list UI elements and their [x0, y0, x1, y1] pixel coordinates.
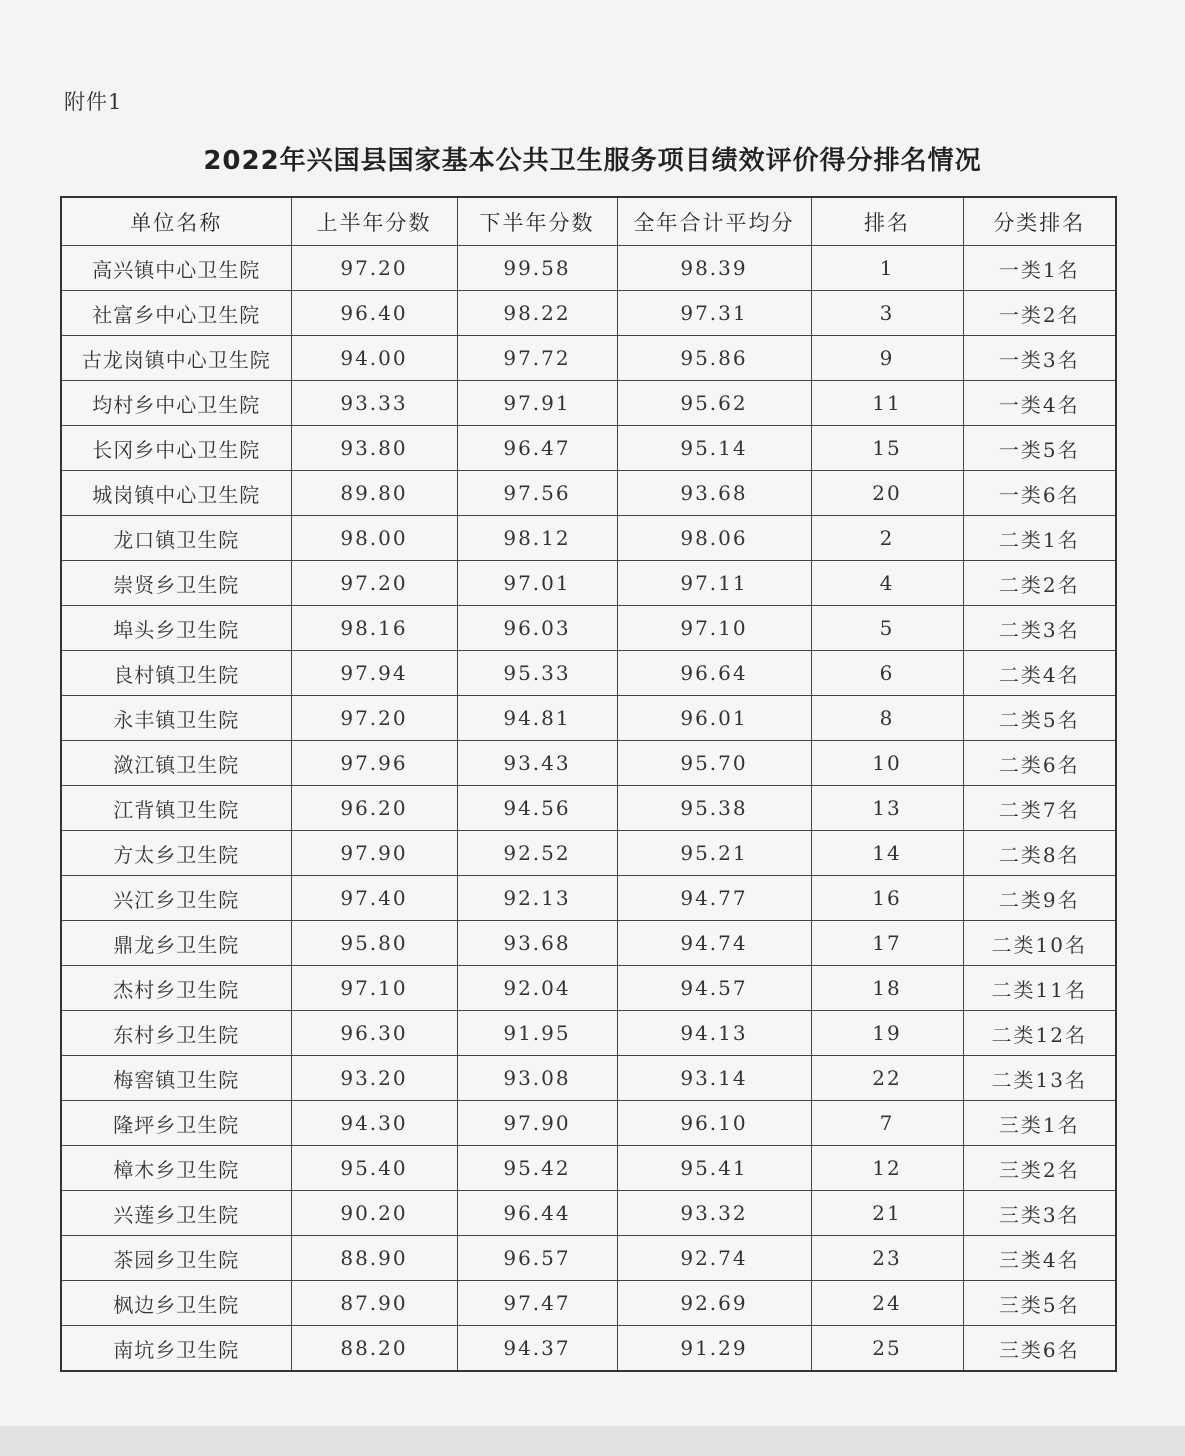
cell-category-rank: 一类4名	[963, 381, 1116, 426]
cell-category-rank: 二类3名	[963, 606, 1116, 651]
header-rank: 排名	[811, 197, 963, 246]
header-unit-name: 单位名称	[61, 197, 291, 246]
cell-category-rank: 一类6名	[963, 471, 1116, 516]
cell-category-rank: 三类5名	[963, 1281, 1116, 1326]
table-row	[61, 1236, 1116, 1281]
cell-first-half-score: 96.40	[291, 291, 457, 336]
cell-second-half-score: 94.37	[457, 1326, 617, 1372]
cell-category-rank: 二类1名	[963, 516, 1116, 561]
cell-second-half-score: 93.68	[457, 921, 617, 966]
cell-category-rank: 三类4名	[963, 1236, 1116, 1281]
cell-unit-name: 兴莲乡卫生院	[61, 1191, 291, 1236]
cell-first-half-score: 97.90	[291, 831, 457, 876]
cell-rank: 15	[811, 426, 963, 471]
cell-rank: 8	[811, 696, 963, 741]
header-second-half-score: 下半年分数	[457, 197, 617, 246]
attachment-label: 附件1	[64, 90, 123, 114]
cell-annual-average: 91.29	[617, 1326, 811, 1372]
cell-annual-average: 93.68	[617, 471, 811, 516]
cell-second-half-score: 97.72	[457, 336, 617, 381]
table-row	[61, 876, 1116, 921]
cell-second-half-score: 97.47	[457, 1281, 617, 1326]
table-row	[61, 336, 1116, 381]
cell-first-half-score: 97.20	[291, 246, 457, 291]
cell-second-half-score: 93.08	[457, 1056, 617, 1101]
cell-category-rank: 三类1名	[963, 1101, 1116, 1146]
table-row	[61, 1056, 1116, 1101]
cell-unit-name: 永丰镇卫生院	[61, 696, 291, 741]
cell-second-half-score: 97.56	[457, 471, 617, 516]
table-header-row	[61, 197, 1116, 246]
cell-second-half-score: 92.13	[457, 876, 617, 921]
cell-category-rank: 三类6名	[963, 1326, 1116, 1372]
document-title: 2022年兴国县国家基本公共卫生服务项目绩效评价得分排名情况	[203, 146, 982, 176]
cell-second-half-score: 96.47	[457, 426, 617, 471]
table-row	[61, 561, 1116, 606]
cell-second-half-score: 98.12	[457, 516, 617, 561]
table-row	[61, 291, 1116, 336]
cell-annual-average: 95.86	[617, 336, 811, 381]
header-annual-average: 全年合计平均分	[617, 197, 811, 246]
cell-category-rank: 二类5名	[963, 696, 1116, 741]
cell-rank: 23	[811, 1236, 963, 1281]
cell-first-half-score: 97.20	[291, 561, 457, 606]
cell-annual-average: 93.32	[617, 1191, 811, 1236]
table-row	[61, 651, 1116, 696]
cell-unit-name: 东村乡卫生院	[61, 1011, 291, 1056]
cell-category-rank: 一类1名	[963, 246, 1116, 291]
table-row	[61, 1101, 1116, 1146]
cell-rank: 7	[811, 1101, 963, 1146]
cell-rank: 2	[811, 516, 963, 561]
cell-annual-average: 98.06	[617, 516, 811, 561]
cell-rank: 9	[811, 336, 963, 381]
cell-first-half-score: 90.20	[291, 1191, 457, 1236]
cell-second-half-score: 97.01	[457, 561, 617, 606]
table-row	[61, 516, 1116, 561]
cell-unit-name: 樟木乡卫生院	[61, 1146, 291, 1191]
cell-rank: 25	[811, 1326, 963, 1372]
cell-second-half-score: 94.56	[457, 786, 617, 831]
table-row	[61, 696, 1116, 741]
cell-first-half-score: 95.80	[291, 921, 457, 966]
cell-annual-average: 95.41	[617, 1146, 811, 1191]
cell-annual-average: 94.77	[617, 876, 811, 921]
table-row	[61, 831, 1116, 876]
cell-rank: 12	[811, 1146, 963, 1191]
cell-unit-name: 均村乡中心卫生院	[61, 381, 291, 426]
cell-category-rank: 一类2名	[963, 291, 1116, 336]
table-row	[61, 1191, 1116, 1236]
cell-first-half-score: 88.20	[291, 1326, 457, 1372]
cell-second-half-score: 98.22	[457, 291, 617, 336]
cell-unit-name: 鼎龙乡卫生院	[61, 921, 291, 966]
cell-first-half-score: 93.20	[291, 1056, 457, 1101]
cell-unit-name: 茶园乡卫生院	[61, 1236, 291, 1281]
cell-unit-name: 杰村乡卫生院	[61, 966, 291, 1011]
cell-unit-name: 高兴镇中心卫生院	[61, 246, 291, 291]
cell-rank: 13	[811, 786, 963, 831]
cell-unit-name: 江背镇卫生院	[61, 786, 291, 831]
cell-first-half-score: 96.30	[291, 1011, 457, 1056]
table-row	[61, 606, 1116, 651]
cell-annual-average: 98.39	[617, 246, 811, 291]
cell-first-half-score: 93.33	[291, 381, 457, 426]
cell-unit-name: 龙口镇卫生院	[61, 516, 291, 561]
cell-annual-average: 96.10	[617, 1101, 811, 1146]
cell-rank: 1	[811, 246, 963, 291]
cell-rank: 14	[811, 831, 963, 876]
cell-second-half-score: 95.42	[457, 1146, 617, 1191]
cell-first-half-score: 96.20	[291, 786, 457, 831]
cell-first-half-score: 97.96	[291, 741, 457, 786]
cell-category-rank: 三类2名	[963, 1146, 1116, 1191]
cell-rank: 4	[811, 561, 963, 606]
cell-annual-average: 93.14	[617, 1056, 811, 1101]
table-row	[61, 786, 1116, 831]
cell-rank: 5	[811, 606, 963, 651]
table-row	[61, 381, 1116, 426]
cell-unit-name: 方太乡卫生院	[61, 831, 291, 876]
cell-second-half-score: 96.03	[457, 606, 617, 651]
cell-first-half-score: 89.80	[291, 471, 457, 516]
cell-second-half-score: 97.91	[457, 381, 617, 426]
cell-first-half-score: 97.94	[291, 651, 457, 696]
cell-category-rank: 二类12名	[963, 1011, 1116, 1056]
cell-rank: 3	[811, 291, 963, 336]
cell-unit-name: 南坑乡卫生院	[61, 1326, 291, 1372]
cell-annual-average: 95.62	[617, 381, 811, 426]
cell-category-rank: 二类7名	[963, 786, 1116, 831]
cell-first-half-score: 95.40	[291, 1146, 457, 1191]
cell-rank: 19	[811, 1011, 963, 1056]
table-row	[61, 1281, 1116, 1326]
cell-unit-name: 长冈乡中心卫生院	[61, 426, 291, 471]
cell-category-rank: 三类3名	[963, 1191, 1116, 1236]
table-row	[61, 471, 1116, 516]
cell-annual-average: 97.31	[617, 291, 811, 336]
cell-unit-name: 埠头乡卫生院	[61, 606, 291, 651]
cell-rank: 21	[811, 1191, 963, 1236]
cell-category-rank: 一类3名	[963, 336, 1116, 381]
cell-second-half-score: 96.57	[457, 1236, 617, 1281]
cell-first-half-score: 97.10	[291, 966, 457, 1011]
cell-annual-average: 95.38	[617, 786, 811, 831]
cell-category-rank: 二类13名	[963, 1056, 1116, 1101]
cell-second-half-score: 92.52	[457, 831, 617, 876]
cell-category-rank: 二类6名	[963, 741, 1116, 786]
scan-bottom-edge	[0, 1426, 1185, 1456]
cell-category-rank: 二类8名	[963, 831, 1116, 876]
cell-category-rank: 二类9名	[963, 876, 1116, 921]
cell-rank: 6	[811, 651, 963, 696]
cell-annual-average: 95.21	[617, 831, 811, 876]
cell-annual-average: 92.74	[617, 1236, 811, 1281]
cell-first-half-score: 88.90	[291, 1236, 457, 1281]
table-row	[61, 966, 1116, 1011]
table-row	[61, 1326, 1116, 1372]
cell-annual-average: 94.57	[617, 966, 811, 1011]
cell-first-half-score: 87.90	[291, 1281, 457, 1326]
cell-annual-average: 95.14	[617, 426, 811, 471]
cell-category-rank: 二类10名	[963, 921, 1116, 966]
cell-rank: 20	[811, 471, 963, 516]
table-row	[61, 1011, 1116, 1056]
table-row	[61, 741, 1116, 786]
cell-second-half-score: 92.04	[457, 966, 617, 1011]
cell-rank: 22	[811, 1056, 963, 1101]
cell-category-rank: 一类5名	[963, 426, 1116, 471]
cell-annual-average: 97.11	[617, 561, 811, 606]
cell-first-half-score: 98.16	[291, 606, 457, 651]
cell-first-half-score: 93.80	[291, 426, 457, 471]
score-ranking-table	[60, 196, 1117, 1372]
header-category-rank: 分类排名	[963, 197, 1116, 246]
cell-second-half-score: 94.81	[457, 696, 617, 741]
cell-rank: 10	[811, 741, 963, 786]
cell-annual-average: 95.70	[617, 741, 811, 786]
table-body	[61, 246, 1116, 1372]
table-row	[61, 1146, 1116, 1191]
cell-annual-average: 92.69	[617, 1281, 811, 1326]
cell-annual-average: 94.74	[617, 921, 811, 966]
cell-second-half-score: 96.44	[457, 1191, 617, 1236]
cell-category-rank: 二类11名	[963, 966, 1116, 1011]
cell-unit-name: 城岗镇中心卫生院	[61, 471, 291, 516]
cell-rank: 16	[811, 876, 963, 921]
cell-unit-name: 古龙岗镇中心卫生院	[61, 336, 291, 381]
table-row	[61, 426, 1116, 471]
cell-rank: 18	[811, 966, 963, 1011]
cell-second-half-score: 97.90	[457, 1101, 617, 1146]
cell-first-half-score: 97.20	[291, 696, 457, 741]
table-row	[61, 921, 1116, 966]
cell-unit-name: 良村镇卫生院	[61, 651, 291, 696]
cell-second-half-score: 95.33	[457, 651, 617, 696]
header-first-half-score: 上半年分数	[291, 197, 457, 246]
cell-unit-name: 兴江乡卫生院	[61, 876, 291, 921]
cell-annual-average: 97.10	[617, 606, 811, 651]
cell-second-half-score: 93.43	[457, 741, 617, 786]
cell-annual-average: 94.13	[617, 1011, 811, 1056]
cell-unit-name: 枫边乡卫生院	[61, 1281, 291, 1326]
cell-category-rank: 二类2名	[963, 561, 1116, 606]
cell-rank: 11	[811, 381, 963, 426]
cell-rank: 24	[811, 1281, 963, 1326]
cell-unit-name: 潋江镇卫生院	[61, 741, 291, 786]
cell-unit-name: 社富乡中心卫生院	[61, 291, 291, 336]
table-row	[61, 246, 1116, 291]
cell-first-half-score: 94.30	[291, 1101, 457, 1146]
cell-first-half-score: 97.40	[291, 876, 457, 921]
cell-second-half-score: 91.95	[457, 1011, 617, 1056]
cell-category-rank: 二类4名	[963, 651, 1116, 696]
cell-first-half-score: 98.00	[291, 516, 457, 561]
cell-first-half-score: 94.00	[291, 336, 457, 381]
cell-second-half-score: 99.58	[457, 246, 617, 291]
cell-unit-name: 梅窖镇卫生院	[61, 1056, 291, 1101]
cell-annual-average: 96.01	[617, 696, 811, 741]
cell-rank: 17	[811, 921, 963, 966]
cell-annual-average: 96.64	[617, 651, 811, 696]
cell-unit-name: 隆坪乡卫生院	[61, 1101, 291, 1146]
cell-unit-name: 崇贤乡卫生院	[61, 561, 291, 606]
